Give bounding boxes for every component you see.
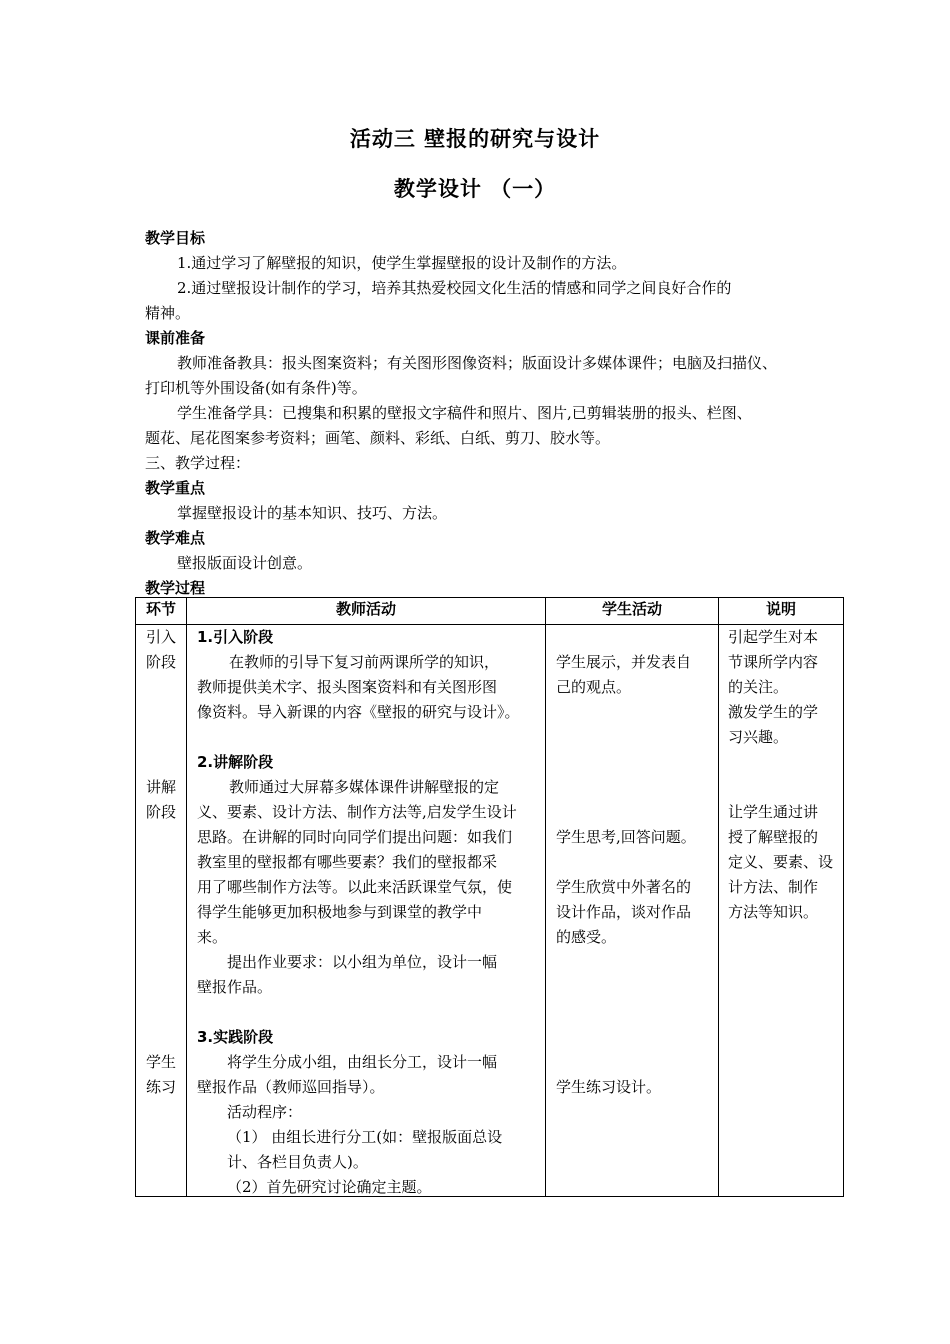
teacher-text: 思路。在讲解的同时向同学们提出问题：如我们 bbox=[197, 828, 513, 846]
note-text: 节课所学内容 bbox=[728, 653, 819, 671]
section-3-title: 3.实践阶段 bbox=[197, 1028, 274, 1046]
teacher-text: （1） 由组长进行分工(如：壁报版面总设 bbox=[227, 1128, 503, 1146]
teacher-text: 教师提供美术字、报头图案资料和有关图形图 bbox=[197, 678, 498, 696]
teacher-text: 活动程序： bbox=[227, 1103, 303, 1121]
header-student: 学生活动 bbox=[546, 598, 719, 625]
objectives-heading: 教学目标 bbox=[145, 229, 206, 247]
teacher-text: （2）首先研究讨论确定主题。 bbox=[227, 1178, 432, 1196]
stage-label: 讲解 bbox=[146, 778, 177, 796]
note-text: 激发学生的学 bbox=[728, 703, 819, 721]
teacher-text: 用了哪些制作方法等。以此来活跃课堂气氛，使 bbox=[197, 878, 513, 896]
student-cell bbox=[546, 625, 719, 1197]
note-text: 定义、要素、设 bbox=[728, 853, 834, 871]
note-text: 计方法、制作 bbox=[728, 878, 819, 896]
preparation-heading: 课前准备 bbox=[145, 329, 206, 347]
teacher-prep-cont: 打印机等外围设备(如有条件)等。 bbox=[145, 379, 367, 397]
notes-cell bbox=[719, 625, 844, 1197]
student-text: 学生练习设计。 bbox=[556, 1078, 662, 1096]
header-teacher: 教师活动 bbox=[187, 598, 546, 625]
note-text: 让学生通过讲 bbox=[728, 803, 819, 821]
student-text: 的感受。 bbox=[556, 928, 617, 946]
teacher-text: 来。 bbox=[197, 928, 228, 946]
student-prep-cont: 题花、尾花图案参考资料；画笔、颜料、彩纸、白纸、剪刀、胶水等。 bbox=[145, 429, 611, 447]
document-body bbox=[145, 226, 825, 601]
teacher-text: 壁报作品。 bbox=[197, 978, 273, 996]
teacher-text: 义、要素、设计方法、制作方法等,启发学生设计 bbox=[197, 803, 517, 821]
process-label: 三、教学过程： bbox=[145, 454, 251, 472]
section-2-title: 2.讲解阶段 bbox=[197, 753, 274, 771]
note-text: 引起学生对本 bbox=[728, 628, 819, 646]
objective-item-2: 2.通过壁报设计制作的学习，培养其热爱校园文化生活的情感和同学之间良好合作的 bbox=[177, 279, 732, 297]
document-title: 活动三 壁报的研究与设计 bbox=[349, 127, 601, 151]
stage-cell bbox=[136, 625, 187, 1197]
document-subtitle: 教学设计 （一） bbox=[393, 177, 557, 201]
teacher-text: 教室里的壁报都有哪些要素？我们的壁报都采 bbox=[197, 853, 498, 871]
teacher-text: 提出作业要求：以小组为单位，设计一幅 bbox=[227, 953, 498, 971]
teacher-text: 在教师的引导下复习前两课所学的知识， bbox=[229, 653, 500, 671]
teacher-text: 将学生分成小组，由组长分工，设计一幅 bbox=[227, 1053, 498, 1071]
section-1-title: 1.引入阶段 bbox=[197, 628, 274, 646]
table-header-row bbox=[136, 598, 844, 625]
student-text: 学生欣赏中外著名的 bbox=[556, 878, 692, 896]
student-text: 设计作品，谈对作品 bbox=[556, 903, 692, 921]
student-text: 学生思考,回答问题。 bbox=[556, 828, 696, 846]
objective-item-2-cont: 精神。 bbox=[145, 304, 191, 322]
teacher-prep: 教师准备教具：报头图案资料；有关图形图像资料；版面设计多媒体课件；电脑及扫描仪、 bbox=[177, 354, 778, 372]
teacher-text: 得学生能够更加积极地参与到课堂的教学中 bbox=[197, 903, 483, 921]
key-point-text: 掌握壁报设计的基本知识、技巧、方法。 bbox=[177, 504, 448, 522]
table-row bbox=[136, 625, 844, 1197]
stage-label: 阶段 bbox=[146, 803, 177, 821]
teacher-text: 壁报作品（教师巡回指导）。 bbox=[197, 1078, 385, 1096]
process-table bbox=[135, 597, 844, 1197]
teacher-text: 教师通过大屏幕多媒体课件讲解壁报的定 bbox=[229, 778, 500, 796]
student-text: 学生展示，并发表自 bbox=[556, 653, 692, 671]
stage-label: 练习 bbox=[146, 1078, 177, 1096]
note-text: 习兴趣。 bbox=[728, 728, 789, 746]
header-notes: 说明 bbox=[719, 598, 844, 625]
teacher-text: 计、各栏目负责人)。 bbox=[227, 1153, 368, 1171]
key-point-heading: 教学重点 bbox=[145, 479, 206, 497]
stage-label: 学生 bbox=[146, 1053, 177, 1071]
student-prep: 学生准备学具：已搜集和积累的壁报文字稿件和照片、图片,已剪辑装册的报头、栏图、 bbox=[177, 404, 752, 422]
stage-label: 阶段 bbox=[146, 653, 177, 671]
table-heading: 教学过程 bbox=[145, 579, 206, 597]
header-stage: 环节 bbox=[136, 598, 187, 625]
stage-label: 引入 bbox=[146, 628, 177, 646]
note-text: 的关注。 bbox=[728, 678, 789, 696]
note-text: 方法等知识。 bbox=[728, 903, 819, 921]
teacher-text: 像资料。导入新课的内容《壁报的研究与设计》。 bbox=[197, 703, 520, 721]
teacher-cell bbox=[187, 625, 546, 1197]
difficulty-heading: 教学难点 bbox=[145, 529, 206, 547]
note-text: 授了解壁报的 bbox=[728, 828, 819, 846]
objective-item-1: 1.通过学习了解壁报的知识，使学生掌握壁报的设计及制作的方法。 bbox=[177, 254, 627, 272]
difficulty-text: 壁报版面设计创意。 bbox=[177, 554, 313, 572]
student-text: 己的观点。 bbox=[556, 678, 632, 696]
